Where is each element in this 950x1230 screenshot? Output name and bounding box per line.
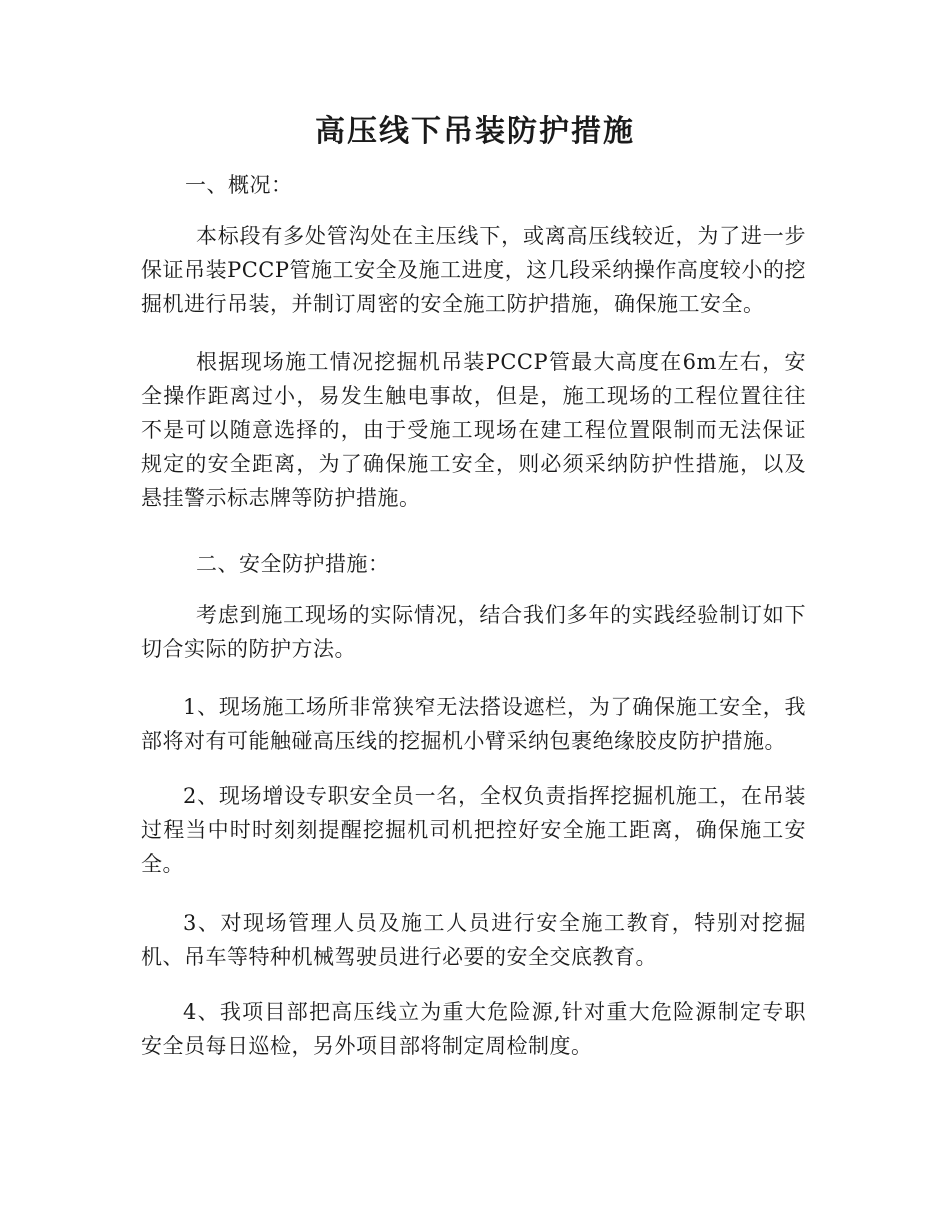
paragraph-safety-intro: 考虑到施工现场的实际情况，结合我们多年的实践经验制订如下切合实际的防护方法。 — [141, 603, 806, 661]
measure-item-2: 2、现场增设专职安全员一名，全权负责指挥挖掘机施工，在吊装过程当中时时刻刻提醒挖掘机司机把控好安全施工距离，确保施工安全。 — [141, 784, 806, 876]
document-title: 高压线下吊装防护措施 — [315, 114, 635, 149]
measure-item-3: 3、对现场管理人员及施工人员进行安全施工教育，特别对挖掘机、吊车等特种机械驾驶员进行必要的安全交底教育。 — [141, 911, 806, 969]
section-heading-overview: 一、概况： — [185, 173, 293, 197]
paragraph-overview-1: 本标段有多处管沟处在主压线下，或离高压线较近，为了进一步保证吊装PCCP管施工安全及施工进度，这几段采纳操作高度较小的挖掘机进行吊装，并制订周密的安全施工防护措施，确保施工安全。 — [141, 224, 806, 316]
section-heading-safety-measures: 二、安全防护措施： — [196, 552, 390, 576]
measure-item-4: 4、我项目部把高压线立为重大危险源,针对重大危险源制定专职安全员每日巡检，另外项目部将制定周检制度。 — [141, 1000, 806, 1058]
measure-item-1: 1、现场施工场所非常狭窄无法搭设遮栏，为了确保施工安全，我部将对有可能触碰高压线的挖掘机小臂采纳包裹绝缘胶皮防护措施。 — [141, 695, 806, 753]
paragraph-overview-2: 根据现场施工情况挖掘机吊装PCCP管最大高度在6m左右，安全操作距离过小，易发生触电事故，但是，施工现场的工程位置往往不是可以随意选择的，由于受施工现场在建工程位置限制而无法保证规定的安全距离，为了确保施工安全，则必须采纳防护性措施，以及悬挂警示标志牌等防护措施。 — [141, 350, 806, 510]
